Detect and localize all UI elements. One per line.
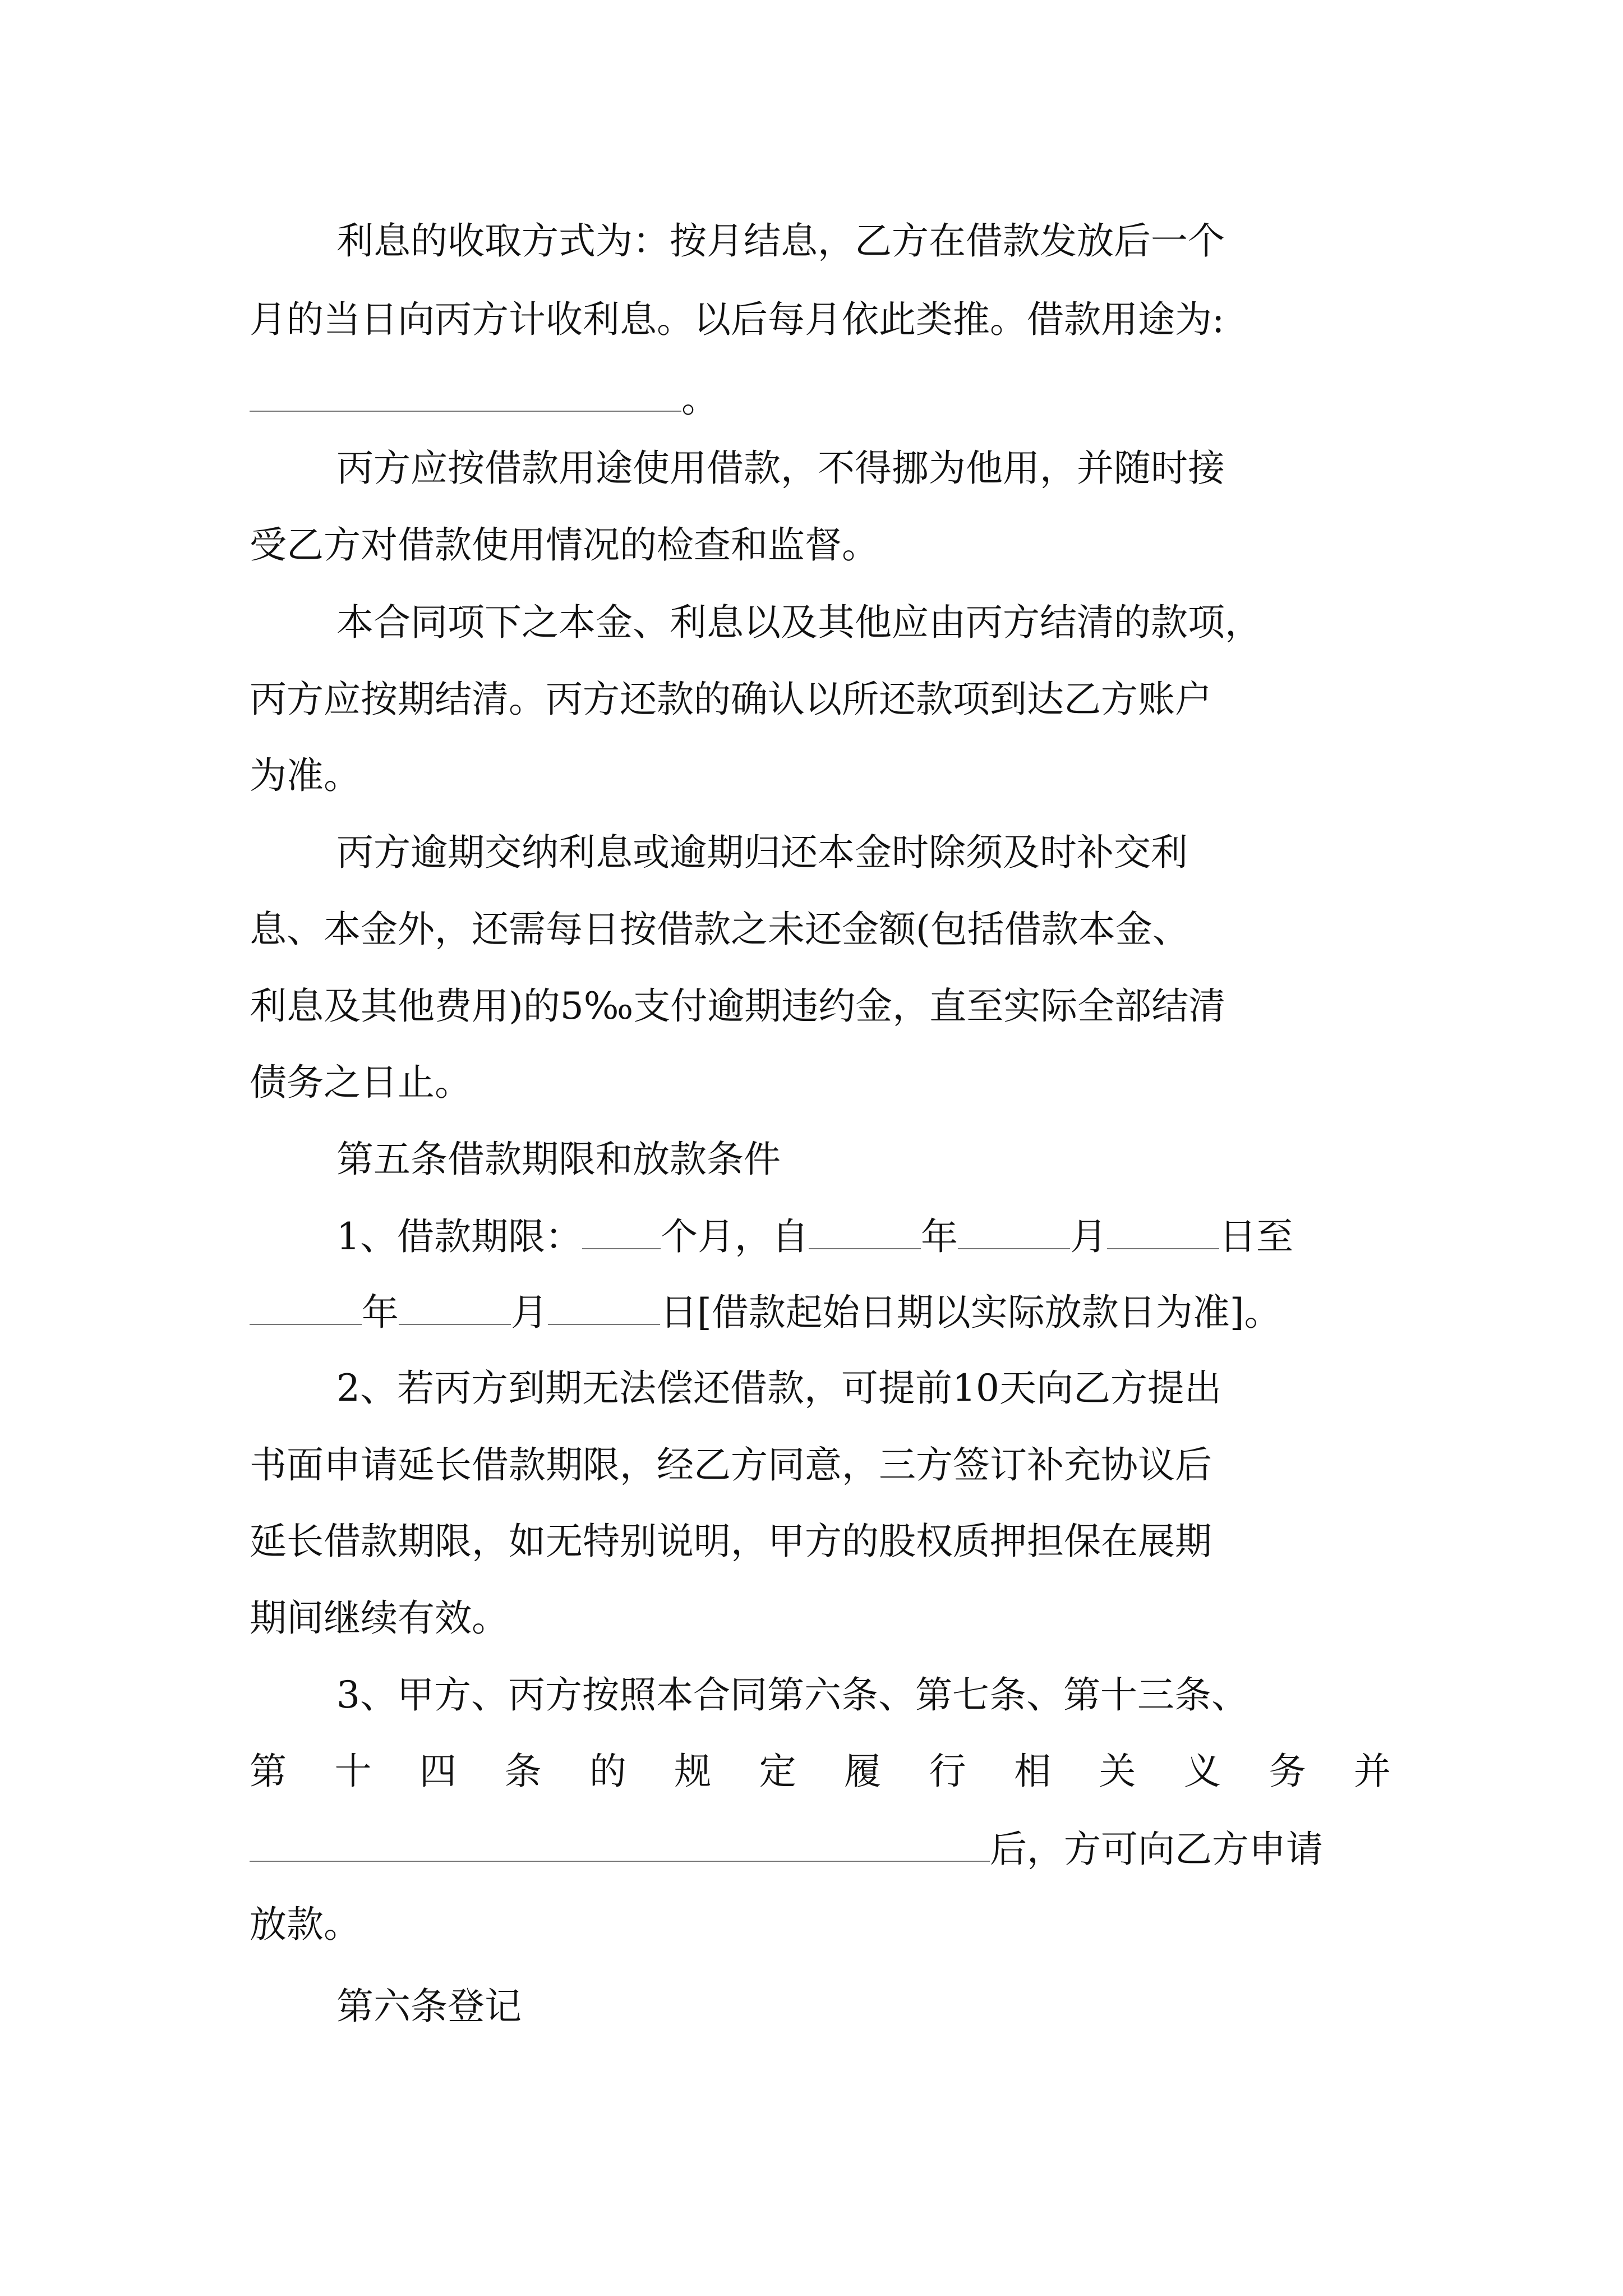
paragraph-line: 丙方逾期交纳利息或逾期归还本金时除须及时补交利 (336, 831, 1188, 874)
paragraph-line: 3、甲方、丙方按照本合同第六条、第七条、第十三条、 (336, 1673, 1248, 1717)
paragraph-line: 受乙方对借款使用情况的检查和监督。 (250, 523, 879, 567)
fill-in-blank (250, 1826, 990, 1862)
paragraph-line: 本合同项下之本金、利息以及其他应由丙方结清的款项， (336, 601, 1262, 644)
paragraph-line: 债务之日止。 (250, 1061, 472, 1104)
paragraph-line: 月的当日向丙方计收利息。以后每月依此类推。借款用途为: (250, 298, 1225, 341)
paragraph-line-justified: 第 十 四 条 的 规 定 履 行 相 关 义 务 并 (250, 1750, 1391, 1793)
paragraph-line: 丙方应按借款用途使用借款，不得挪为他用，并随时接 (336, 447, 1225, 490)
fill-in-blank (250, 376, 681, 412)
paragraph-line: 延长借款期限，如无特别说明，甲方的股权质押担保在展期 (250, 1520, 1212, 1563)
fill-in-blank (399, 1289, 511, 1325)
paragraph-line: 利息的收取方式为：按月结息，乙方在借款发放后一个 (336, 219, 1225, 263)
paragraph-line: 书面申请延长借款期限，经乙方同意，三方签订补充协议后 (250, 1443, 1212, 1487)
paragraph-line: 期间继续有效。 (250, 1596, 509, 1640)
paragraph-line: 后，方可向乙方申请 (250, 1826, 1391, 1872)
paragraph-line: 2、若丙方到期无法偿还借款，可提前10天向乙方提出 (336, 1366, 1221, 1410)
fill-in-blank (958, 1213, 1070, 1249)
paragraph-line: 年 月 日[借款起始日期以实际放款日为准]。 (250, 1289, 1391, 1335)
paragraph-line: 息、本金外，还需每日按借款之未还金额(包括借款本金、 (250, 908, 1189, 951)
fill-in-blank (1107, 1213, 1219, 1249)
fill-in-blank (582, 1213, 661, 1249)
paragraph-line: 为准。 (250, 754, 361, 797)
section-heading: 第五条借款期限和放款条件 (336, 1138, 781, 1181)
fill-in-blank (809, 1213, 921, 1249)
paragraph-line: 利息及其他费用)的5‰支付逾期违约金，直至实际全部结清 (250, 984, 1226, 1028)
fill-in-blank (250, 1289, 362, 1325)
paragraph-line: 1、借款期限： 个月，自 年 月 日至 (336, 1213, 1391, 1259)
section-heading: 第六条登记 (336, 1985, 522, 2028)
paragraph-line: 放款。 (250, 1903, 361, 1946)
paragraph-line: 丙方应按期结清。丙方还款的确认以所还款项到达乙方账户 (250, 678, 1212, 721)
paragraph-line: 。 (250, 376, 1391, 422)
fill-in-blank (548, 1289, 660, 1325)
